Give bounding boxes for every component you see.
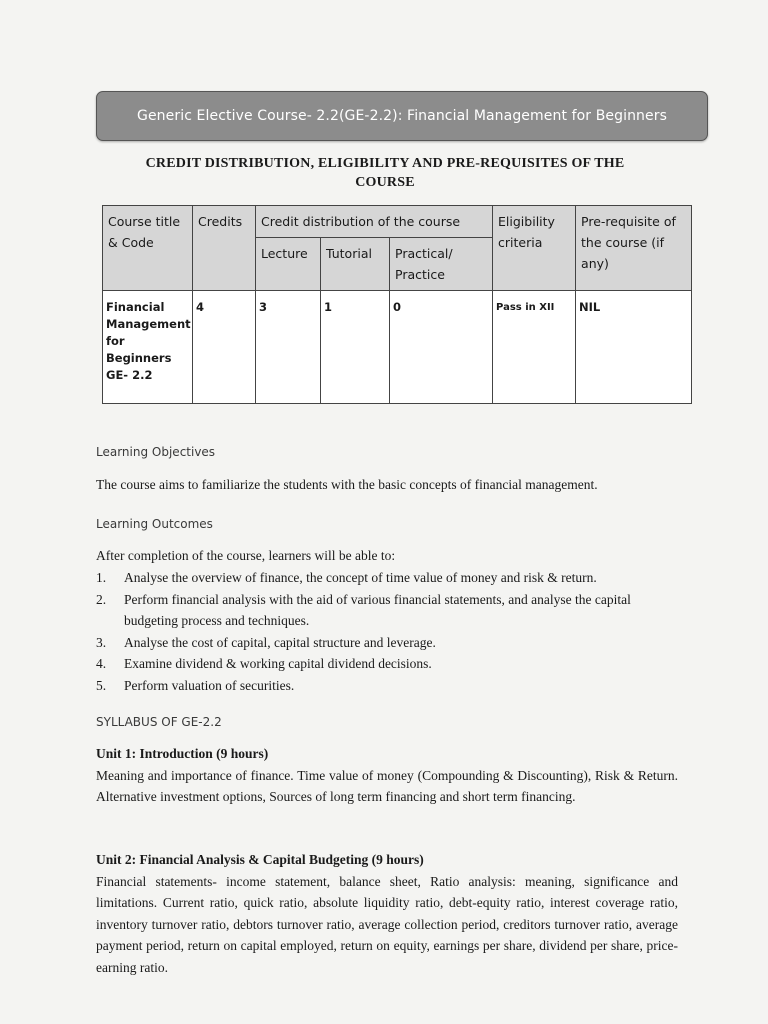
list-item xyxy=(96,589,678,632)
header-credits: Credits xyxy=(193,206,256,291)
list-item xyxy=(96,567,678,589)
header-eligibility: Eligibility criteria xyxy=(493,206,576,291)
banner-text: Generic Elective Course- 2.2(GE-2.2): Financial Management for Beginners xyxy=(137,108,667,124)
header-tutorial: Tutorial xyxy=(321,238,390,291)
unit2-section xyxy=(96,849,678,978)
list-item-number: 3. xyxy=(96,634,107,650)
list-item-number: 4. xyxy=(96,656,107,671)
header-lecture: Lecture xyxy=(256,238,321,291)
learning-objectives-text: The course aims to familiarize the students with the basic concepts of financial management. xyxy=(96,477,598,492)
list-item-text: Examine dividend & working capital dividend decisions. xyxy=(124,656,432,671)
cell-eligibility: Pass in XII xyxy=(493,291,576,404)
list-item xyxy=(96,653,678,675)
learning-objectives-heading: Learning Objectives xyxy=(96,445,216,459)
learning-outcomes-list xyxy=(96,567,678,696)
list-item-number: 1. xyxy=(96,570,107,585)
learning-outcomes-heading: Learning Outcomes xyxy=(96,517,213,531)
credit-distribution-table xyxy=(102,205,692,404)
list-item xyxy=(96,675,678,697)
list-item-text: Perform valuation of securities. xyxy=(124,677,295,693)
table-row xyxy=(103,291,692,404)
list-item xyxy=(96,632,678,654)
syllabus-heading: SYLLABUS OF GE-2.2 xyxy=(96,715,222,729)
credit-distribution-heading xyxy=(110,154,660,192)
list-item-text: Analyse the overview of finance, the concept of time value of money and risk & return. xyxy=(124,570,597,585)
unit2-text: Financial statements- income statement, balance sheet, Ratio analysis: meaning, significance and limitations. Current ratio, quick ratio, absolute liquidity ratio, debt-equity ratio, interest coverage ratio, inventory turnover ratio, debtors turnover ratio, average collection period, creditors turnover ratio, average payment period, return on capital employed, return on equity, earnings per share, dividend per share, price-earning ratio. xyxy=(96,873,678,975)
credit-heading-line1: CREDIT DISTRIBUTION, ELIGIBILITY AND PRE-REQUISITES OF THE xyxy=(145,156,625,171)
header-prerequisite: Pre-requisite of the course (if any) xyxy=(576,206,692,291)
list-item-text: Perform financial analysis with the aid of various financial statements, and analyse the capital budgeting process and techniques. xyxy=(124,591,631,628)
learning-outcomes-intro: After completion of the course, learners will be able to: xyxy=(96,548,396,563)
list-item-text: Analyse the cost of capital, capital structure and leverage. xyxy=(124,634,436,650)
list-item-number: 2. xyxy=(96,591,107,607)
list-item-number: 5. xyxy=(96,677,107,693)
unit1-section xyxy=(96,743,678,808)
header-practical: Practical/ Practice xyxy=(390,238,493,291)
cell-prerequisite: NIL xyxy=(576,291,692,404)
cell-practical: 0 xyxy=(390,291,493,404)
cell-course-title: Financial Management for Beginners GE- 2.2 xyxy=(103,291,193,404)
unit1-title: Unit 1: Introduction (9 hours) xyxy=(96,746,269,761)
cell-credits: 4 xyxy=(193,291,256,404)
credit-heading-line2: COURSE xyxy=(355,175,415,190)
header-course-title: Course title & Code xyxy=(103,206,193,291)
header-credit-distribution: Credit distribution of the course xyxy=(256,206,493,238)
cell-lecture: 3 xyxy=(256,291,321,404)
unit2-title: Unit 2: Financial Analysis & Capital Budgeting (9 hours) xyxy=(96,852,424,867)
course-title-banner xyxy=(96,91,708,141)
cell-tutorial: 1 xyxy=(321,291,390,404)
unit1-text: Meaning and importance of finance. Time value of money (Compounding & Discounting), Risk & Return. Alternative investment options, Sources of long term financing and short term financing. xyxy=(96,767,678,804)
